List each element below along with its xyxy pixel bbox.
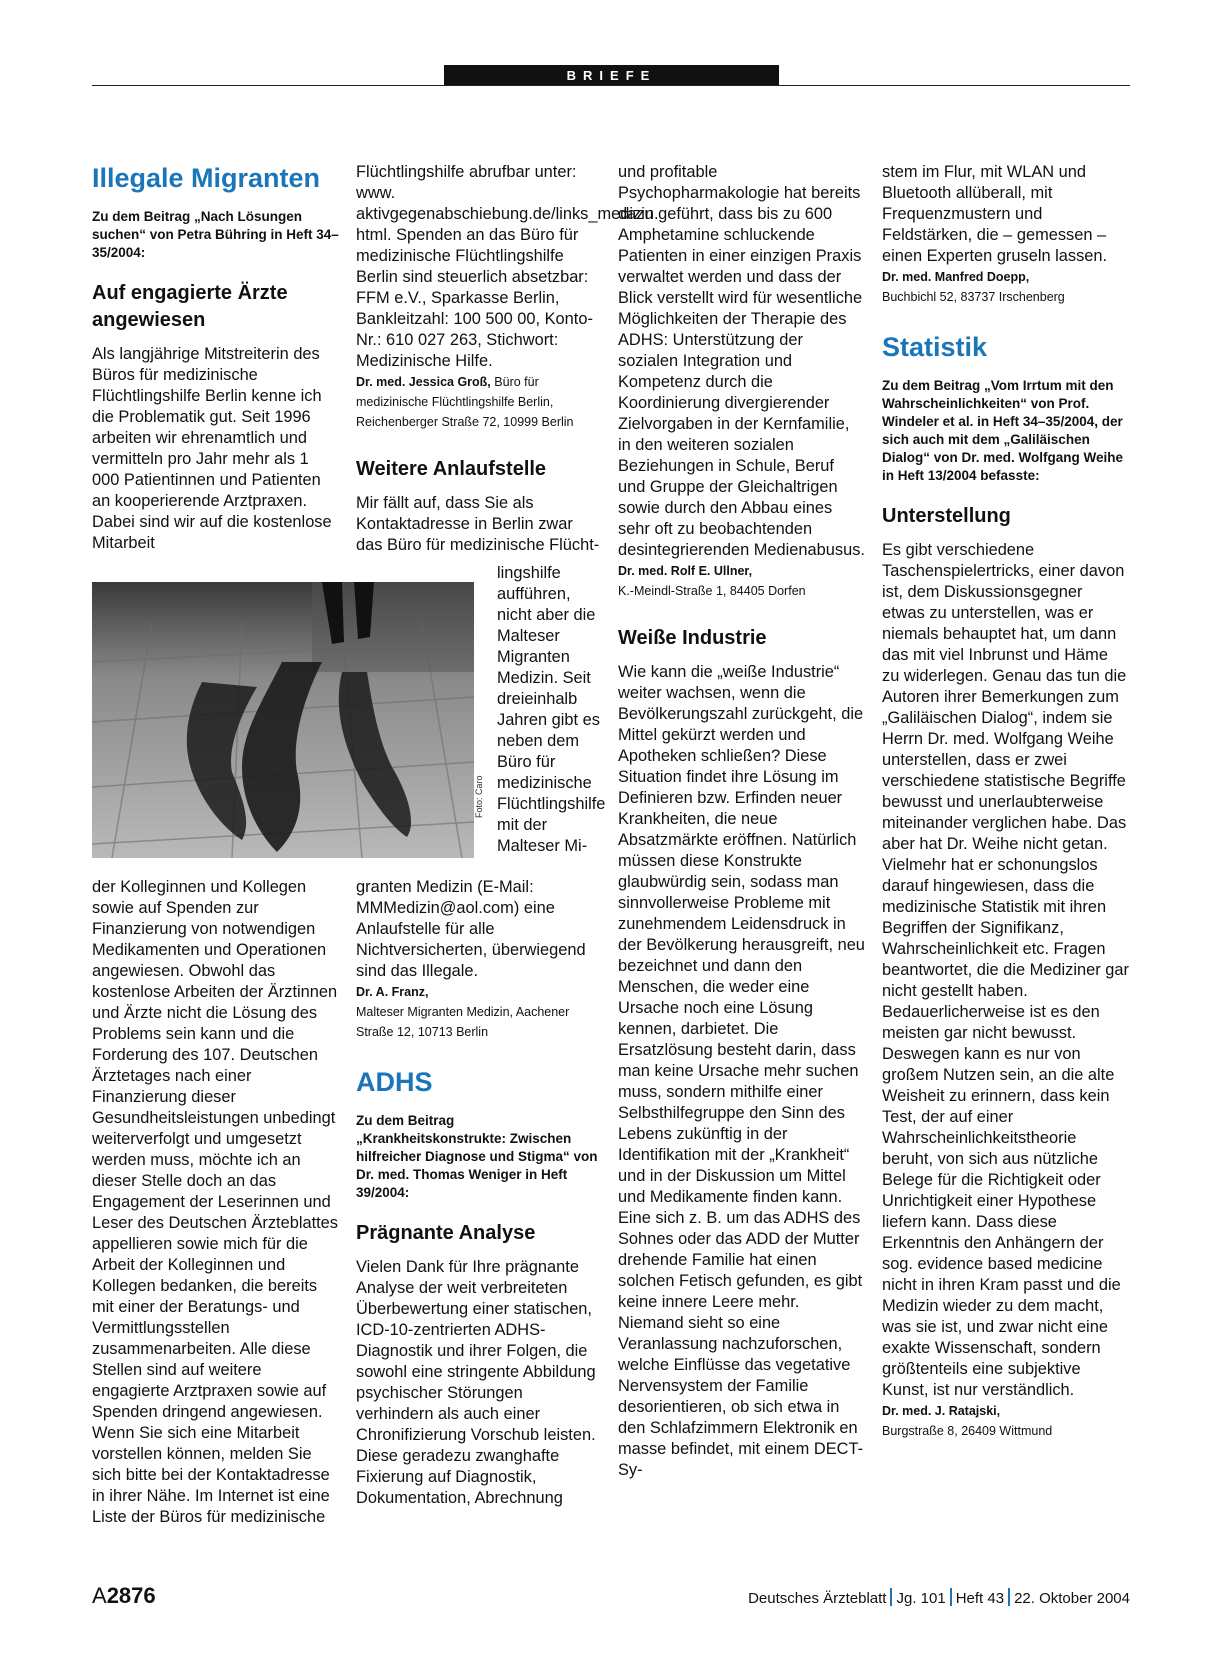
page-prefix: A [92, 1583, 107, 1608]
column-4 [882, 162, 1129, 1465]
separator [1008, 1588, 1010, 1606]
letter-heading: Prägnante Analyse [356, 1222, 536, 1244]
signature-name: Dr. A. Franz, [356, 985, 429, 999]
letter-signature [882, 267, 1129, 307]
article-title-illegale-migranten: Illegale Migranten [92, 163, 321, 193]
letter-text: und profitable Psychopharmakologie hat bereits dazu geführt, dass bis zu 600 Amphetamine schluckende Patienten in einer einzigen Praxis verwaltet werden und dass der Blick verstellt wird für wesentliche Möglichkeiten der Therapie des ADHS: Unterstützung der sozialen Integration und Kompetenz durch die Koordinierung divergierender Zielvorgaben in der Kernfamilie, in den weiteren sozialen Beziehungen in Schule, Beruf und Gruppe der Gleichaltrigen sowie durch den Abbau eines sehr oft zu beobachtenden desintegrierenden Medienabusus. [618, 163, 865, 559]
article-title-adhs: ADHS [356, 1067, 433, 1097]
column-3 [618, 162, 865, 1481]
letter-heading: Weitere Anlaufstelle [356, 458, 547, 480]
article-intro: Zu dem Beitrag „Nach Lösungen suchen“ von Petra Bühring in Heft 34–35/2004: [92, 209, 339, 260]
letter-text: Es gibt verschiedene Taschenspielertricks, einer davon ist, dem Diskussionsgegner etwas zu unterstellen, was er niemals behauptet hat, um dann das mit viel Inbrunst und Häme zu widerlegen. Genau das tun die Autoren ihrer Bemerkungen zum „Galiläischen Dialog“, indem sie Herrn Dr. med. Wolfgang Weihe unterstellen, dass er zwei verschiedene statistische Begriffe bewusst und unerlaubterweise miteinander verglichen habe. Das aber hat Dr. Weihe nicht getan. Vielmehr hat er schonungslos darauf hingewiesen, dass die medizinische Statistik mit ihren Begriffen der Signifikanz, Wahrscheinlichkeit etc. Fragen beantwortet, die die Mediziner gar nicht gestellt haben. Bedauerlicherweise ist es den meisten gar nicht bewusst. Deswegen kann es nur von großem Nutzen sein, an die alte Weisheit zu erinnern, dass kein Test, der auf einer Wahrscheinlichkeitstheorie beruht, von sich aus nützliche Belege für die Richtigkeit oder Unrichtigkeit einer Hypothese liefern kann. Dass diese Erkenntnis den Anhängern der sog. evidence based medicine nicht in ihren Kram passt und die Medizin wieder zu dem macht, was sie ist, und zwar nicht eine exakte Wissenschaft, sondern größtenteils eine subjektive Kunst, ist nur verständlich. [882, 541, 1129, 1399]
letter-signature [356, 982, 603, 1042]
separator [950, 1588, 952, 1606]
letter-text-wrap: lingshilfe aufführen, nicht aber die Malteser Migranten Medizin. Seit dreieinhalb Jahren gibt es neben dem Büro für medizinische Flüchtlingshilfe mit der Malteser Mi- [497, 564, 606, 855]
signature-address: Malteser Migranten Medizin, Aachener Straße 12, 10713 Berlin [356, 1005, 570, 1039]
letter-text: stem im Flur, mit WLAN und Bluetooth allüberall, mit Frequenzmustern und Feldstärken, die – gemessen – einen Experten gruseln lassen. [882, 163, 1108, 265]
letter-text: Mir fällt auf, dass Sie als Kontaktadresse in Berlin zwar das Büro für medizinische Flücht- [356, 494, 600, 554]
signature-name: Dr. med. Manfred Doepp, [882, 270, 1030, 284]
column-2 [356, 162, 659, 556]
signature-address: Buchbichl 52, 83737 Irschenberg [882, 290, 1065, 304]
journal-name: Deutsches Ärzteblatt [748, 1590, 887, 1607]
header-rule [92, 85, 1130, 86]
column-1-bottom [92, 877, 339, 1528]
journal-date: 22. Oktober 2004 [1014, 1590, 1130, 1607]
letter-heading: Weiße Industrie [618, 627, 767, 649]
letter-text-bottom: der Kolleginnen und Kollegen sowie auf Spenden zur Finanzierung von notwendigen Medikamenten und Operationen angewiesen. Obwohl das kostenlose Arbeiten der Ärztinnen und Ärzte nicht die Lösung des Problems sein kann und die Forderung des 107. Deutschen Ärztetages nach einer Finanzierung dieser Gesundheitsleistungen unbedingt weiterverfolgt und umgesetzt werden muss, möchte ich an dieser Stelle doch an das Engagement der Leserinnen und Leser des Deutschen Ärzteblattes appellieren sowie mich für die Arbeit der Kolleginnen und Kollegen bedanken, die bereits mit einer der Beratungs- und Vermittlungsstellen zusammenarbeiten. Alle diese Stellen sind auf weitere engagierte Arztpraxen sowie auf Spenden dringend angewiesen. Wenn Sie sich eine Mitarbeit vorstellen können, melden Sie sich bitte bei der Kontaktadresse in ihrer Nähe. Im Internet ist eine Liste der Büros für medizinische [92, 878, 338, 1526]
column-1 [92, 162, 339, 554]
page-number [92, 1583, 156, 1609]
section-header: BRIEFE [444, 65, 779, 86]
letter-heading: Unterstellung [882, 505, 1011, 527]
signature-address: Büro für medizinische Flüchtlingshilfe Berlin, Reichenberger Straße 72, 10999 Berlin [356, 375, 574, 429]
page-number-value: 2876 [106, 1583, 156, 1608]
letter-text: Flüchtlingshilfe abrufbar unter: www. aktivgegenabschiebung.de/links_medizin. html. Spenden an das Büro für medizinische Flüchtlingshilfe Berlin sind steuerlich absetzbar: FFM e.V., Sparkasse Berlin, Bankleitzahl: 100 500 00, Konto-Nr.: 610 027 263, Stichwort: Medizinische Hilfe. [356, 163, 659, 370]
article-intro: Zu dem Beitrag „Krankheitskonstrukte: Zwischen hilfreicher Diagnose und Stigma“ von Dr. med. Thomas Weniger in Heft 39/2004: [356, 1113, 598, 1200]
journal-info [748, 1588, 1130, 1609]
signature-address: Burgstraße 8, 26409 Wittmund [882, 1424, 1053, 1438]
signature-name: Dr. med. Jessica Groß, [356, 375, 491, 389]
separator [890, 1588, 892, 1606]
photo-credit: Foto: Caro [474, 775, 484, 818]
article-intro: Zu dem Beitrag „Vom Irrtum mit den Wahrscheinlichkeiten“ von Prof. Windeler et al. in Heft 34–35/2004, der sich auch mit dem „Galiläischen Dialog“ von Dr. med. Wolfgang Weihe in Heft 13/2004 befasste: [882, 378, 1124, 483]
journal-volume: Jg. 101 [896, 1590, 946, 1607]
letter-signature [356, 372, 603, 432]
wrapped-text-block [497, 563, 607, 857]
photo-shadows [92, 582, 474, 858]
column-2-bottom [356, 877, 603, 1509]
photo-image [92, 582, 474, 858]
letter-heading: Auf engagierte Ärzte angewiesen [92, 282, 288, 331]
article-title-statistik: Statistik [882, 332, 988, 362]
letter-text: Vielen Dank für Ihre prägnante Analyse der weit verbreiteten Überbewertung einer statischen, ICD-10-zentrierten ADHS-Diagnostik und ihrer Folgen, die sowohl eine stringente Abbildung psychischer Störungen verhindern als auch einer Chronifizierung Vorschub leisten. Diese geradezu zwanghafte Fixierung auf Diagnostik, Dokumentation, Abrechnung [356, 1258, 596, 1507]
signature-name: Dr. med. Rolf E. Ullner, [618, 564, 753, 578]
letter-signature [882, 1401, 1129, 1441]
signature-address: K.-Meindl-Straße 1, 84405 Dorfen [618, 584, 806, 598]
journal-issue: Heft 43 [955, 1590, 1005, 1607]
letter-text: granten Medizin (E-Mail: MMMedizin@aol.com) eine Anlaufstelle für alle Nichtversicherten, überwiegend sind das Illegale. [356, 878, 586, 980]
letter-signature [618, 561, 865, 601]
letter-text: Wie kann die „weiße Industrie“ weiter wachsen, wenn die Bevölkerungszahl zurückgeht, die Mittel gekürzt werden und Apotheken schließen? Diese Situation findet ihre Lösung im Definieren bzw. Erfinden neuer Krankheiten, die neue Absatzmärkte eröffnen. Natürlich müssen diese Konstrukte glaubwürdig sein, sodass man sinnvollerweise Probleme mit zunehmendem Leidensdruck in der Bevölkerung herausgreift, neu bezeichnet und dann den Menschen, die weder eine Ursache noch eine Lösung kennen, darbietet. Die Ersatzlösung besteht darin, dass man keine Ursache mehr suchen muss, sondern mithilfe einer Selbsthilfegruppe den Sinn des Lebens zukünftig in der Identifikation mit der „Krankheit“ und in der Diskussion um Mittel und Medikamente finden kann. Eine sich z. B. um das ADHS des Sohnes oder das ADD der Mutter drehende Familie hat einen solchen Fetisch gefunden, es gibt keine innere Leere mehr. Niemand sieht so eine Veranlassung nachzuforschen, welche Einflüsse das vegetative Nervensystem der Familie desorientieren, ob sich etwa in den Schlafzimmern Elektronik en masse befindet, mit einem DECT-Sy- [618, 663, 865, 1479]
letter-text-top: Als langjährige Mitstreiterin des Büros für medizinische Flüchtlingshilfe Berlin kenne ich die Problematik gut. Seit 1996 arbeiten wir ehrenamtlich und vermitteln pro Jahr mehr als 1 000 Patientinnen und Patienten an kooperierende Arztpraxen. Dabei sind wir auf die kostenlose Mitarbeit [92, 345, 332, 552]
signature-name: Dr. med. J. Ratajski, [882, 1404, 1001, 1418]
